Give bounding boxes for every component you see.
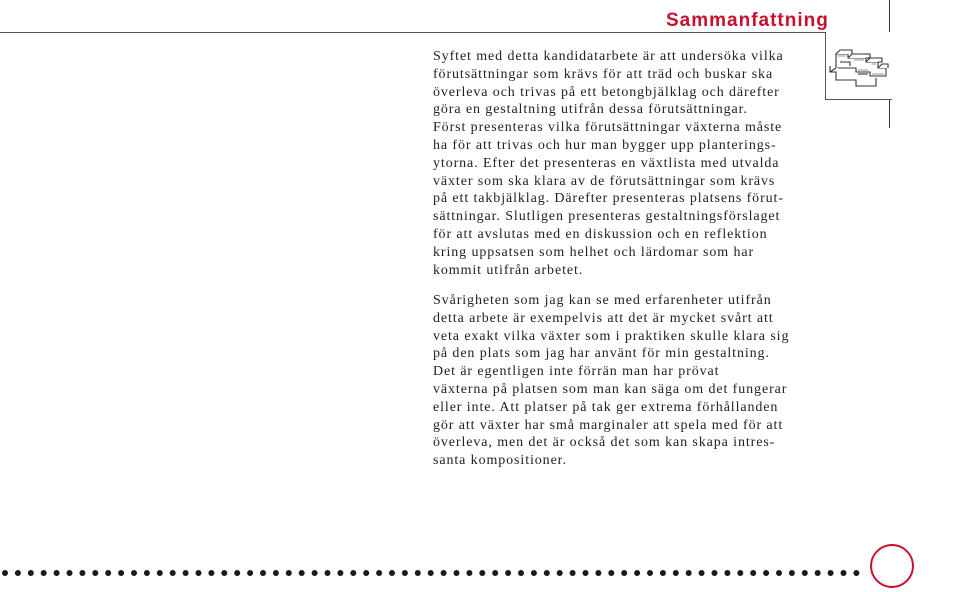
footer-dot — [454, 570, 460, 576]
footer-dot — [131, 570, 137, 576]
footer-dot — [28, 570, 34, 576]
footer-dot — [286, 570, 292, 576]
footer-dot — [776, 570, 782, 576]
title-rule — [0, 32, 825, 33]
footer-dot — [621, 570, 627, 576]
footer-dot — [828, 570, 834, 576]
footer-dot — [105, 570, 111, 576]
footer-dot — [402, 570, 408, 576]
footer-dot — [389, 570, 395, 576]
footer-dot — [2, 570, 8, 576]
red-circle-icon — [870, 544, 914, 588]
footer-dot — [853, 570, 859, 576]
footer-dot — [492, 570, 498, 576]
footer-dot — [737, 570, 743, 576]
footer-dot — [312, 570, 318, 576]
footer-dot — [750, 570, 756, 576]
footer-dot — [841, 570, 847, 576]
footer-dot — [802, 570, 808, 576]
dotted-footer-line — [0, 568, 880, 578]
footer-dot — [221, 570, 227, 576]
footer-dot — [466, 570, 472, 576]
footer-dot — [557, 570, 563, 576]
footer-dot — [247, 570, 253, 576]
footer-dot — [415, 570, 421, 576]
footer-dot — [118, 570, 124, 576]
footer-dot — [724, 570, 730, 576]
footer-dot — [570, 570, 576, 576]
logo-frame — [825, 32, 892, 100]
footer-dot — [376, 570, 382, 576]
footer-dot — [144, 570, 150, 576]
footer-dot — [699, 570, 705, 576]
summary-paragraph-2: Svårigheten som jag kan se med erfarenheter utifrån detta arbete är exempelvis att det är mycket svårt att veta exakt vilka växter som i praktiken skulle klara sig på den plats som jag har använt för min gestaltning. Det är egentligen inte förrän man har prövat växterna på platsen som man kan säga om det fungerar eller inte. Att platser på tak ger extrema förhållanden gör att växter har små marginaler att spela med för att överleva, men det är också det som kan skapa intres- santa kompositioner. — [433, 293, 790, 469]
footer-dot — [363, 570, 369, 576]
footer-dot — [92, 570, 98, 576]
footer-dot — [815, 570, 821, 576]
footer-dot — [157, 570, 163, 576]
footer-dot — [196, 570, 202, 576]
footer-dot — [544, 570, 550, 576]
summary-paragraph-1: Syftet med detta kandidatarbete är att undersöka vilka förutsättningar som krävs för att träd och buskar ska överleva och trivas på ett betongbjälklag och därefter göra en gestaltning utifrån dessa förutsättningar. Först presenteras vilka förutsättningar växterna måste ha för att trivas och hur man bygger upp planterings- ytorna. Efter det presenteras en växtlista med utvalda växter som ska klara av de förutsättningar som krävs på ett takbjälklag. Därefter presenteras platsens förut- sättningar. Slutligen presenteras gestaltningsförslaget för att avslutas med en diskussion och en reflektion kring uppsatsen som helhet och lärdomar som har kommit utifrån arbetet. — [433, 49, 784, 278]
footer-dot — [170, 570, 176, 576]
footer-dot — [479, 570, 485, 576]
stepped-roof-logo-icon — [826, 32, 892, 99]
footer-dot — [183, 570, 189, 576]
footer-dot — [441, 570, 447, 576]
footer-dot — [634, 570, 640, 576]
footer-dot — [608, 570, 614, 576]
footer-dot — [260, 570, 266, 576]
footer-dot — [518, 570, 524, 576]
footer-dot — [325, 570, 331, 576]
footer-dot — [350, 570, 356, 576]
footer-dot — [647, 570, 653, 576]
footer-dot — [583, 570, 589, 576]
footer-dot — [712, 570, 718, 576]
footer-dot — [595, 570, 601, 576]
footer-dot — [673, 570, 679, 576]
footer-dot — [763, 570, 769, 576]
footer-dot — [41, 570, 47, 576]
page-title: Sammanfattning — [666, 10, 829, 31]
footer-dot — [505, 570, 511, 576]
footer-dot — [234, 570, 240, 576]
footer-dot — [15, 570, 21, 576]
footer-dot — [54, 570, 60, 576]
footer-dot — [208, 570, 214, 576]
footer-dot — [789, 570, 795, 576]
footer-dot — [660, 570, 666, 576]
footer-dot — [337, 570, 343, 576]
footer-dot — [686, 570, 692, 576]
footer-dot — [67, 570, 73, 576]
footer-dot — [299, 570, 305, 576]
footer-dot — [79, 570, 85, 576]
footer-dot — [273, 570, 279, 576]
footer-dot — [531, 570, 537, 576]
footer-dot — [428, 570, 434, 576]
